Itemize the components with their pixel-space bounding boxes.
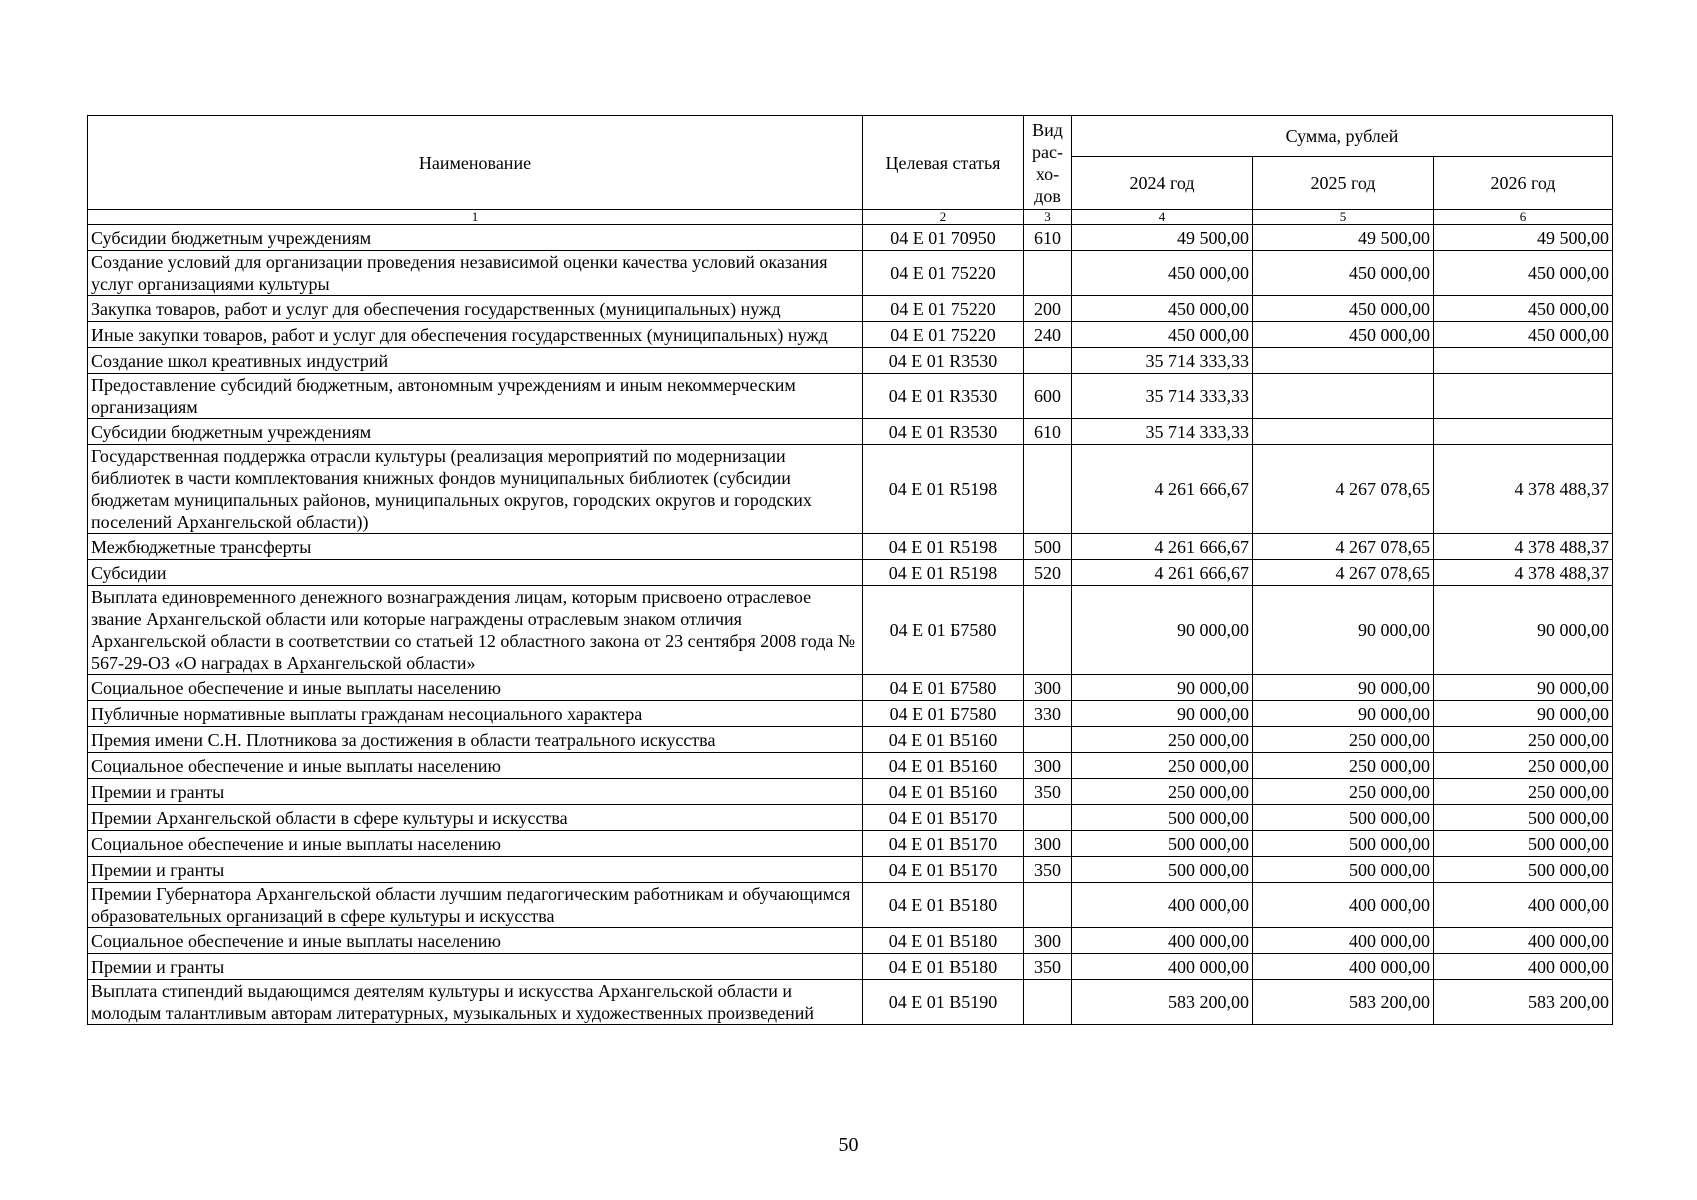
- row-expense-type: [1024, 805, 1072, 831]
- row-name: Государственная поддержка отрасли культуры (реализация мероприятий по модернизации библиотек в части комплектования книжных фондов муниципальных библиотек (субсидии бюджетам муниципальных районов, муниципальных округов, городских округов и городских поселений Архангельской области)): [88, 445, 863, 534]
- row-amount-2025: 450 000,00: [1253, 296, 1434, 322]
- row-amount-2026: 500 000,00: [1434, 805, 1613, 831]
- header-target-article: Целевая статья: [863, 116, 1024, 210]
- row-expense-type: 520: [1024, 560, 1072, 586]
- row-name: Социальное обеспечение и иные выплаты населению: [88, 675, 863, 701]
- row-target-article: 04 Е 01 R5198: [863, 445, 1024, 534]
- row-target-article: 04 Е 01 В5180: [863, 928, 1024, 954]
- table-row: [88, 296, 1613, 322]
- row-name: Субсидии: [88, 560, 863, 586]
- table-row: [88, 322, 1613, 348]
- row-name: Премии и гранты: [88, 779, 863, 805]
- row-amount-2025: 4 267 078,65: [1253, 445, 1434, 534]
- row-target-article: 04 Е 01 R5198: [863, 534, 1024, 560]
- row-amount-2026: 400 000,00: [1434, 954, 1613, 980]
- header-expense-type: Вид рас- хо- дов: [1024, 116, 1072, 210]
- row-expense-type: 350: [1024, 857, 1072, 883]
- row-amount-2024: 250 000,00: [1072, 779, 1253, 805]
- row-expense-type: [1024, 727, 1072, 753]
- table-row: [88, 586, 1613, 675]
- row-amount-2025: 400 000,00: [1253, 928, 1434, 954]
- row-amount-2024: 450 000,00: [1072, 251, 1253, 296]
- header-year-2026: 2026 год: [1434, 157, 1613, 210]
- row-name: Иные закупки товаров, работ и услуг для обеспечения государственных (муниципальных) нужд: [88, 322, 863, 348]
- row-target-article: 04 Е 01 В5180: [863, 954, 1024, 980]
- row-name: Социальное обеспечение и иные выплаты населению: [88, 928, 863, 954]
- row-amount-2025: 500 000,00: [1253, 857, 1434, 883]
- row-target-article: 04 Е 01 R5198: [863, 560, 1024, 586]
- row-amount-2025: 400 000,00: [1253, 954, 1434, 980]
- row-amount-2026: 450 000,00: [1434, 296, 1613, 322]
- row-amount-2025: [1253, 374, 1434, 419]
- row-target-article: 04 Е 01 В5170: [863, 857, 1024, 883]
- row-amount-2024: 4 261 666,67: [1072, 534, 1253, 560]
- row-amount-2024: 4 261 666,67: [1072, 445, 1253, 534]
- budget-table: [87, 115, 1613, 1025]
- header-sum: Сумма, рублей: [1072, 116, 1613, 157]
- column-number: 1: [88, 210, 863, 225]
- column-number: 6: [1434, 210, 1613, 225]
- row-amount-2024: 250 000,00: [1072, 727, 1253, 753]
- row-amount-2024: 500 000,00: [1072, 831, 1253, 857]
- column-number-row: [88, 210, 1613, 225]
- table-row: [88, 857, 1613, 883]
- row-amount-2026: 4 378 488,37: [1434, 560, 1613, 586]
- row-amount-2024: 500 000,00: [1072, 805, 1253, 831]
- table-row: [88, 883, 1613, 928]
- header-year-2024: 2024 год: [1072, 157, 1253, 210]
- table-row: [88, 779, 1613, 805]
- row-expense-type: [1024, 883, 1072, 928]
- column-number: 5: [1253, 210, 1434, 225]
- row-amount-2026: 250 000,00: [1434, 753, 1613, 779]
- row-amount-2026: 49 500,00: [1434, 225, 1613, 251]
- table-row: [88, 251, 1613, 296]
- row-amount-2026: 450 000,00: [1434, 322, 1613, 348]
- row-amount-2024: 250 000,00: [1072, 753, 1253, 779]
- row-target-article: 04 Е 01 R3530: [863, 374, 1024, 419]
- row-amount-2024: 35 714 333,33: [1072, 419, 1253, 445]
- row-amount-2026: [1434, 374, 1613, 419]
- row-expense-type: 300: [1024, 831, 1072, 857]
- row-expense-type: 300: [1024, 753, 1072, 779]
- table-row: [88, 805, 1613, 831]
- row-amount-2026: 583 200,00: [1434, 980, 1613, 1025]
- row-amount-2026: [1434, 348, 1613, 374]
- row-amount-2025: 400 000,00: [1253, 883, 1434, 928]
- row-target-article: 04 Е 01 R3530: [863, 419, 1024, 445]
- row-expense-type: 610: [1024, 225, 1072, 251]
- row-expense-type: 200: [1024, 296, 1072, 322]
- row-amount-2025: 450 000,00: [1253, 251, 1434, 296]
- row-target-article: 04 Е 01 75220: [863, 322, 1024, 348]
- row-target-article: 04 Е 01 В5180: [863, 883, 1024, 928]
- row-expense-type: 500: [1024, 534, 1072, 560]
- row-expense-type: [1024, 980, 1072, 1025]
- row-amount-2024: 90 000,00: [1072, 675, 1253, 701]
- row-amount-2025: 500 000,00: [1253, 831, 1434, 857]
- table-row: [88, 701, 1613, 727]
- row-expense-type: 350: [1024, 779, 1072, 805]
- row-amount-2024: 583 200,00: [1072, 980, 1253, 1025]
- row-amount-2024: 90 000,00: [1072, 701, 1253, 727]
- table-row: [88, 419, 1613, 445]
- row-target-article: 04 Е 01 В5160: [863, 753, 1024, 779]
- row-amount-2026: [1434, 419, 1613, 445]
- row-amount-2025: 4 267 078,65: [1253, 534, 1434, 560]
- row-target-article: 04 Е 01 70950: [863, 225, 1024, 251]
- row-amount-2024: 35 714 333,33: [1072, 348, 1253, 374]
- row-amount-2025: 250 000,00: [1253, 779, 1434, 805]
- row-amount-2025: [1253, 348, 1434, 374]
- row-amount-2024: 450 000,00: [1072, 322, 1253, 348]
- row-amount-2026: 500 000,00: [1434, 831, 1613, 857]
- row-amount-2025: 250 000,00: [1253, 753, 1434, 779]
- row-amount-2025: 90 000,00: [1253, 675, 1434, 701]
- row-target-article: 04 Е 01 75220: [863, 251, 1024, 296]
- row-expense-type: [1024, 445, 1072, 534]
- row-expense-type: 610: [1024, 419, 1072, 445]
- row-amount-2024: 4 261 666,67: [1072, 560, 1253, 586]
- row-target-article: 04 Е 01 В5170: [863, 831, 1024, 857]
- table-row: [88, 753, 1613, 779]
- table-row: [88, 348, 1613, 374]
- row-amount-2024: 35 714 333,33: [1072, 374, 1253, 419]
- row-name: Создание школ креативных индустрий: [88, 348, 863, 374]
- row-amount-2025: [1253, 419, 1434, 445]
- row-name: Выплата стипендий выдающимся деятелям культуры и искусства Архангельской области и молодым талантливым авторам литературных, музыкальных и художественных произведений: [88, 980, 863, 1025]
- row-name: Закупка товаров, работ и услуг для обеспечения государственных (муниципальных) нужд: [88, 296, 863, 322]
- row-name: Премии и гранты: [88, 954, 863, 980]
- table-row: [88, 534, 1613, 560]
- row-expense-type: 300: [1024, 675, 1072, 701]
- row-amount-2025: 583 200,00: [1253, 980, 1434, 1025]
- row-amount-2025: 49 500,00: [1253, 225, 1434, 251]
- row-target-article: 04 Е 01 R3530: [863, 348, 1024, 374]
- row-amount-2024: 400 000,00: [1072, 928, 1253, 954]
- row-amount-2024: 400 000,00: [1072, 954, 1253, 980]
- row-name: Социальное обеспечение и иные выплаты населению: [88, 753, 863, 779]
- row-amount-2026: 400 000,00: [1434, 883, 1613, 928]
- row-name: Премии Архангельской области в сфере культуры и искусства: [88, 805, 863, 831]
- row-target-article: 04 Е 01 Б7580: [863, 675, 1024, 701]
- table-row: [88, 727, 1613, 753]
- row-expense-type: [1024, 348, 1072, 374]
- table-row: [88, 675, 1613, 701]
- row-name: Субсидии бюджетным учреждениям: [88, 225, 863, 251]
- row-name: Субсидии бюджетным учреждениям: [88, 419, 863, 445]
- header-name: Наименование: [88, 116, 863, 210]
- row-amount-2026: 90 000,00: [1434, 586, 1613, 675]
- row-name: Выплата единовременного денежного вознаграждения лицам, которым присвоено отраслевое звание Архангельской области или которые награждены отраслевым знаком отличия Архангельской области в соответствии со статьей 12 областного закона от 23 сентября 2008 года № 567-29-ОЗ «О наградах в Архангельской области»: [88, 586, 863, 675]
- row-amount-2026: 90 000,00: [1434, 701, 1613, 727]
- row-target-article: 04 Е 01 75220: [863, 296, 1024, 322]
- row-amount-2024: 450 000,00: [1072, 296, 1253, 322]
- table-row: [88, 831, 1613, 857]
- row-target-article: 04 Е 01 Б7580: [863, 701, 1024, 727]
- row-name: Публичные нормативные выплаты гражданам несоциального характера: [88, 701, 863, 727]
- row-amount-2025: 450 000,00: [1253, 322, 1434, 348]
- row-name: Создание условий для организации проведения независимой оценки качества условий оказания услуг организациями культуры: [88, 251, 863, 296]
- row-expense-type: 350: [1024, 954, 1072, 980]
- row-expense-type: [1024, 586, 1072, 675]
- row-amount-2025: 4 267 078,65: [1253, 560, 1434, 586]
- row-amount-2026: 450 000,00: [1434, 251, 1613, 296]
- row-amount-2025: 90 000,00: [1253, 586, 1434, 675]
- table-row: [88, 225, 1613, 251]
- row-target-article: 04 Е 01 В5170: [863, 805, 1024, 831]
- row-amount-2026: 4 378 488,37: [1434, 445, 1613, 534]
- row-amount-2025: 90 000,00: [1253, 701, 1434, 727]
- row-name: Социальное обеспечение и иные выплаты населению: [88, 831, 863, 857]
- row-amount-2026: 250 000,00: [1434, 727, 1613, 753]
- row-expense-type: 600: [1024, 374, 1072, 419]
- row-amount-2024: 400 000,00: [1072, 883, 1253, 928]
- table-row: [88, 374, 1613, 419]
- row-amount-2026: 250 000,00: [1434, 779, 1613, 805]
- row-name: Предоставление субсидий бюджетным, автономным учреждениям и иным некоммерческим организациям: [88, 374, 863, 419]
- row-amount-2025: 250 000,00: [1253, 727, 1434, 753]
- table-row: [88, 445, 1613, 534]
- header-year-2025: 2025 год: [1253, 157, 1434, 210]
- row-name: Премии и гранты: [88, 857, 863, 883]
- row-target-article: 04 Е 01 В5160: [863, 779, 1024, 805]
- row-target-article: 04 Е 01 В5160: [863, 727, 1024, 753]
- row-amount-2025: 500 000,00: [1253, 805, 1434, 831]
- row-target-article: 04 Е 01 Б7580: [863, 586, 1024, 675]
- row-amount-2024: 90 000,00: [1072, 586, 1253, 675]
- row-expense-type: [1024, 251, 1072, 296]
- row-expense-type: 240: [1024, 322, 1072, 348]
- row-amount-2024: 49 500,00: [1072, 225, 1253, 251]
- row-name: Премия имени С.Н. Плотникова за достижения в области театрального искусства: [88, 727, 863, 753]
- row-amount-2026: 90 000,00: [1434, 675, 1613, 701]
- row-amount-2026: 500 000,00: [1434, 857, 1613, 883]
- column-number: 3: [1024, 210, 1072, 225]
- row-amount-2026: 400 000,00: [1434, 928, 1613, 954]
- column-number: 2: [863, 210, 1024, 225]
- row-expense-type: 300: [1024, 928, 1072, 954]
- row-amount-2026: 4 378 488,37: [1434, 534, 1613, 560]
- table-row: [88, 560, 1613, 586]
- table-row: [88, 980, 1613, 1025]
- page-number: 50: [838, 1134, 859, 1156]
- table-body: [88, 225, 1613, 1025]
- row-name: Межбюджетные трансферты: [88, 534, 863, 560]
- row-amount-2024: 500 000,00: [1072, 857, 1253, 883]
- row-target-article: 04 Е 01 В5190: [863, 980, 1024, 1025]
- row-expense-type: 330: [1024, 701, 1072, 727]
- column-number: 4: [1072, 210, 1253, 225]
- table-row: [88, 954, 1613, 980]
- table-row: [88, 928, 1613, 954]
- row-name: Премии Губернатора Архангельской области лучшим педагогическим работникам и обучающимся образовательных организаций в сфере культуры и искусства: [88, 883, 863, 928]
